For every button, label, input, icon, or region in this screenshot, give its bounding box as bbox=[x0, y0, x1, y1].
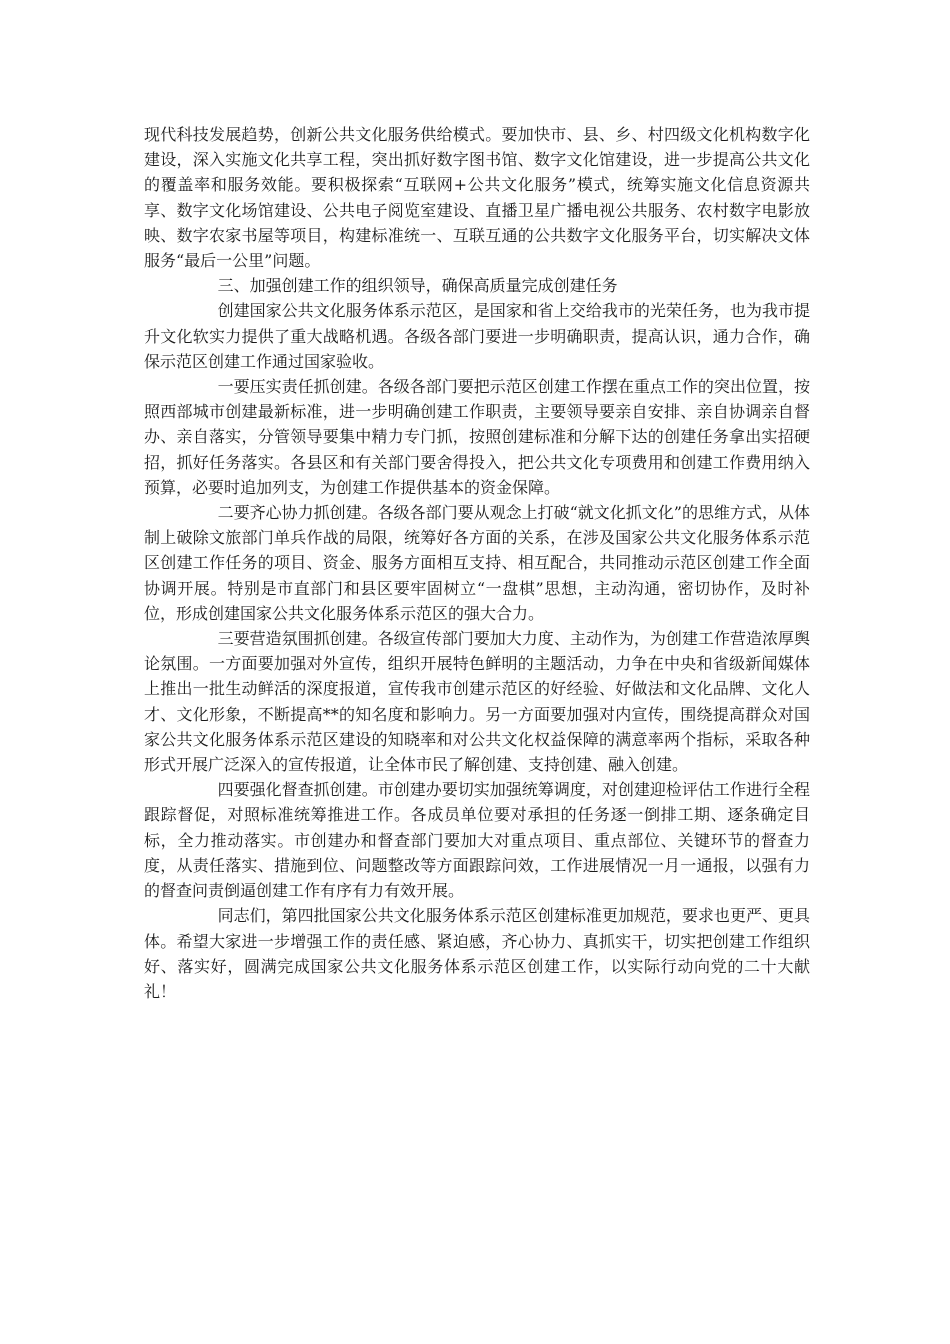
paragraph-digital-service: 现代科技发展趋势，创新公共文化服务供给模式。要加快市、县、乡、村四级文化机构数字化建设，深入实施文化共享工程，突出抓好数字图书馆、数字文化馆建设，进一步提高公共文化的覆盖率和服务效能。要积极探索“互联网+公共文化服务”模式，统筹实施文化信息资源共享、数字文化场馆建设、公共电子阅览室建设、直播卫星广播电视公共服务、农村数字电影放映、数字农家书屋等项目，构建标准统一、互联互通的公共数字文化服务平台，切实解决文体服务“最后一公里”问题。 bbox=[144, 125, 810, 271]
paragraph-point-one: 一要压实责任抓创建。各级各部门要把示范区创建工作摆在重点工作的突出位置，按照西部城市创建最新标准，进一步明确创建工作职责，主要领导要亲自安排、亲自协调亲自督办、亲自落实，分管领导要集中精力专门抓，按照创建标准和分解下达的创建任务拿出实招硬招，抓好任务落实。各县区和有关部门要舍得投入，把公共文化专项费用和创建工作费用纳入预算，必要时追加列支，为创建工作提供基本的资金保障。 bbox=[144, 377, 810, 497]
document-body bbox=[144, 122, 810, 1004]
paragraph-closing: 同志们，第四批国家公共文化服务体系示范区创建标准更加规范，要求也更严、更具体。希望大家进一步增强工作的责任感、紧迫感，齐心协力、真抓实干，切实把创建工作组织好、落实好，圆满完成国家公共文化服务体系示范区创建工作，以实际行动向党的二十大献礼！ bbox=[144, 906, 810, 1001]
paragraph-intro-section-three: 创建国家公共文化服务体系示范区，是国家和省上交给我市的光荣任务，也为我市提升文化软实力提供了重大战略机遇。各级各部门要进一步明确职责，提高认识，通力合作，确保示范区创建工作通过国家验收。 bbox=[144, 301, 810, 371]
section-heading-three: 三、加强创建工作的组织领导，确保高质量完成创建任务 bbox=[217, 276, 618, 296]
paragraph-point-three: 三要营造氛围抓创建。各级宣传部门要加大力度、主动作为，为创建工作营造浓厚舆论氛围。一方面要加强对外宣传，组织开展特色鲜明的主题活动，力争在中央和省级新闻媒体上推出一批生动鲜活的深度报道，宣传我市创建示范区的好经验、好做法和文化品牌、文化人才、文化形象，不断提高**的知名度和影响力。另一方面要加强对内宣传，围绕提高群众对国家公共文化服务体系示范区建设的知晓率和对公共文化权益保障的满意率两个指标，采取各种形式开展广泛深入的宣传报道，让全体市民了解创建、支持创建、融入创建。 bbox=[144, 629, 810, 775]
paragraph-point-two: 二要齐心协力抓创建。各级各部门要从观念上打破“就文化抓文化”的思维方式，从体制上破除文旅部门单兵作战的局限，统筹好各方面的关系，在涉及国家公共文化服务体系示范区创建工作任务的项目、资金、服务方面相互支持、相互配合，共同推动示范区创建工作全面协调开展。特别是市直部门和县区要牢固树立“一盘棋”思想，主动沟通，密切协作，及时补位，形成创建国家公共文化服务体系示范区的强大合力。 bbox=[144, 503, 810, 623]
paragraph-point-four: 四要强化督查抓创建。市创建办要切实加强统筹调度，对创建迎检评估工作进行全程跟踪督促，对照标准统筹推进工作。各成员单位要对承担的任务逐一倒排工期、逐条确定目标，全力推动落实。市创建办和督查部门要加大对重点项目、重点部位、关键环节的督查力度，从责任落实、措施到位、问题整改等方面跟踪问效，工作进展情况一月一通报，以强有力的督查问责倒逼创建工作有序有力有效开展。 bbox=[144, 780, 810, 901]
